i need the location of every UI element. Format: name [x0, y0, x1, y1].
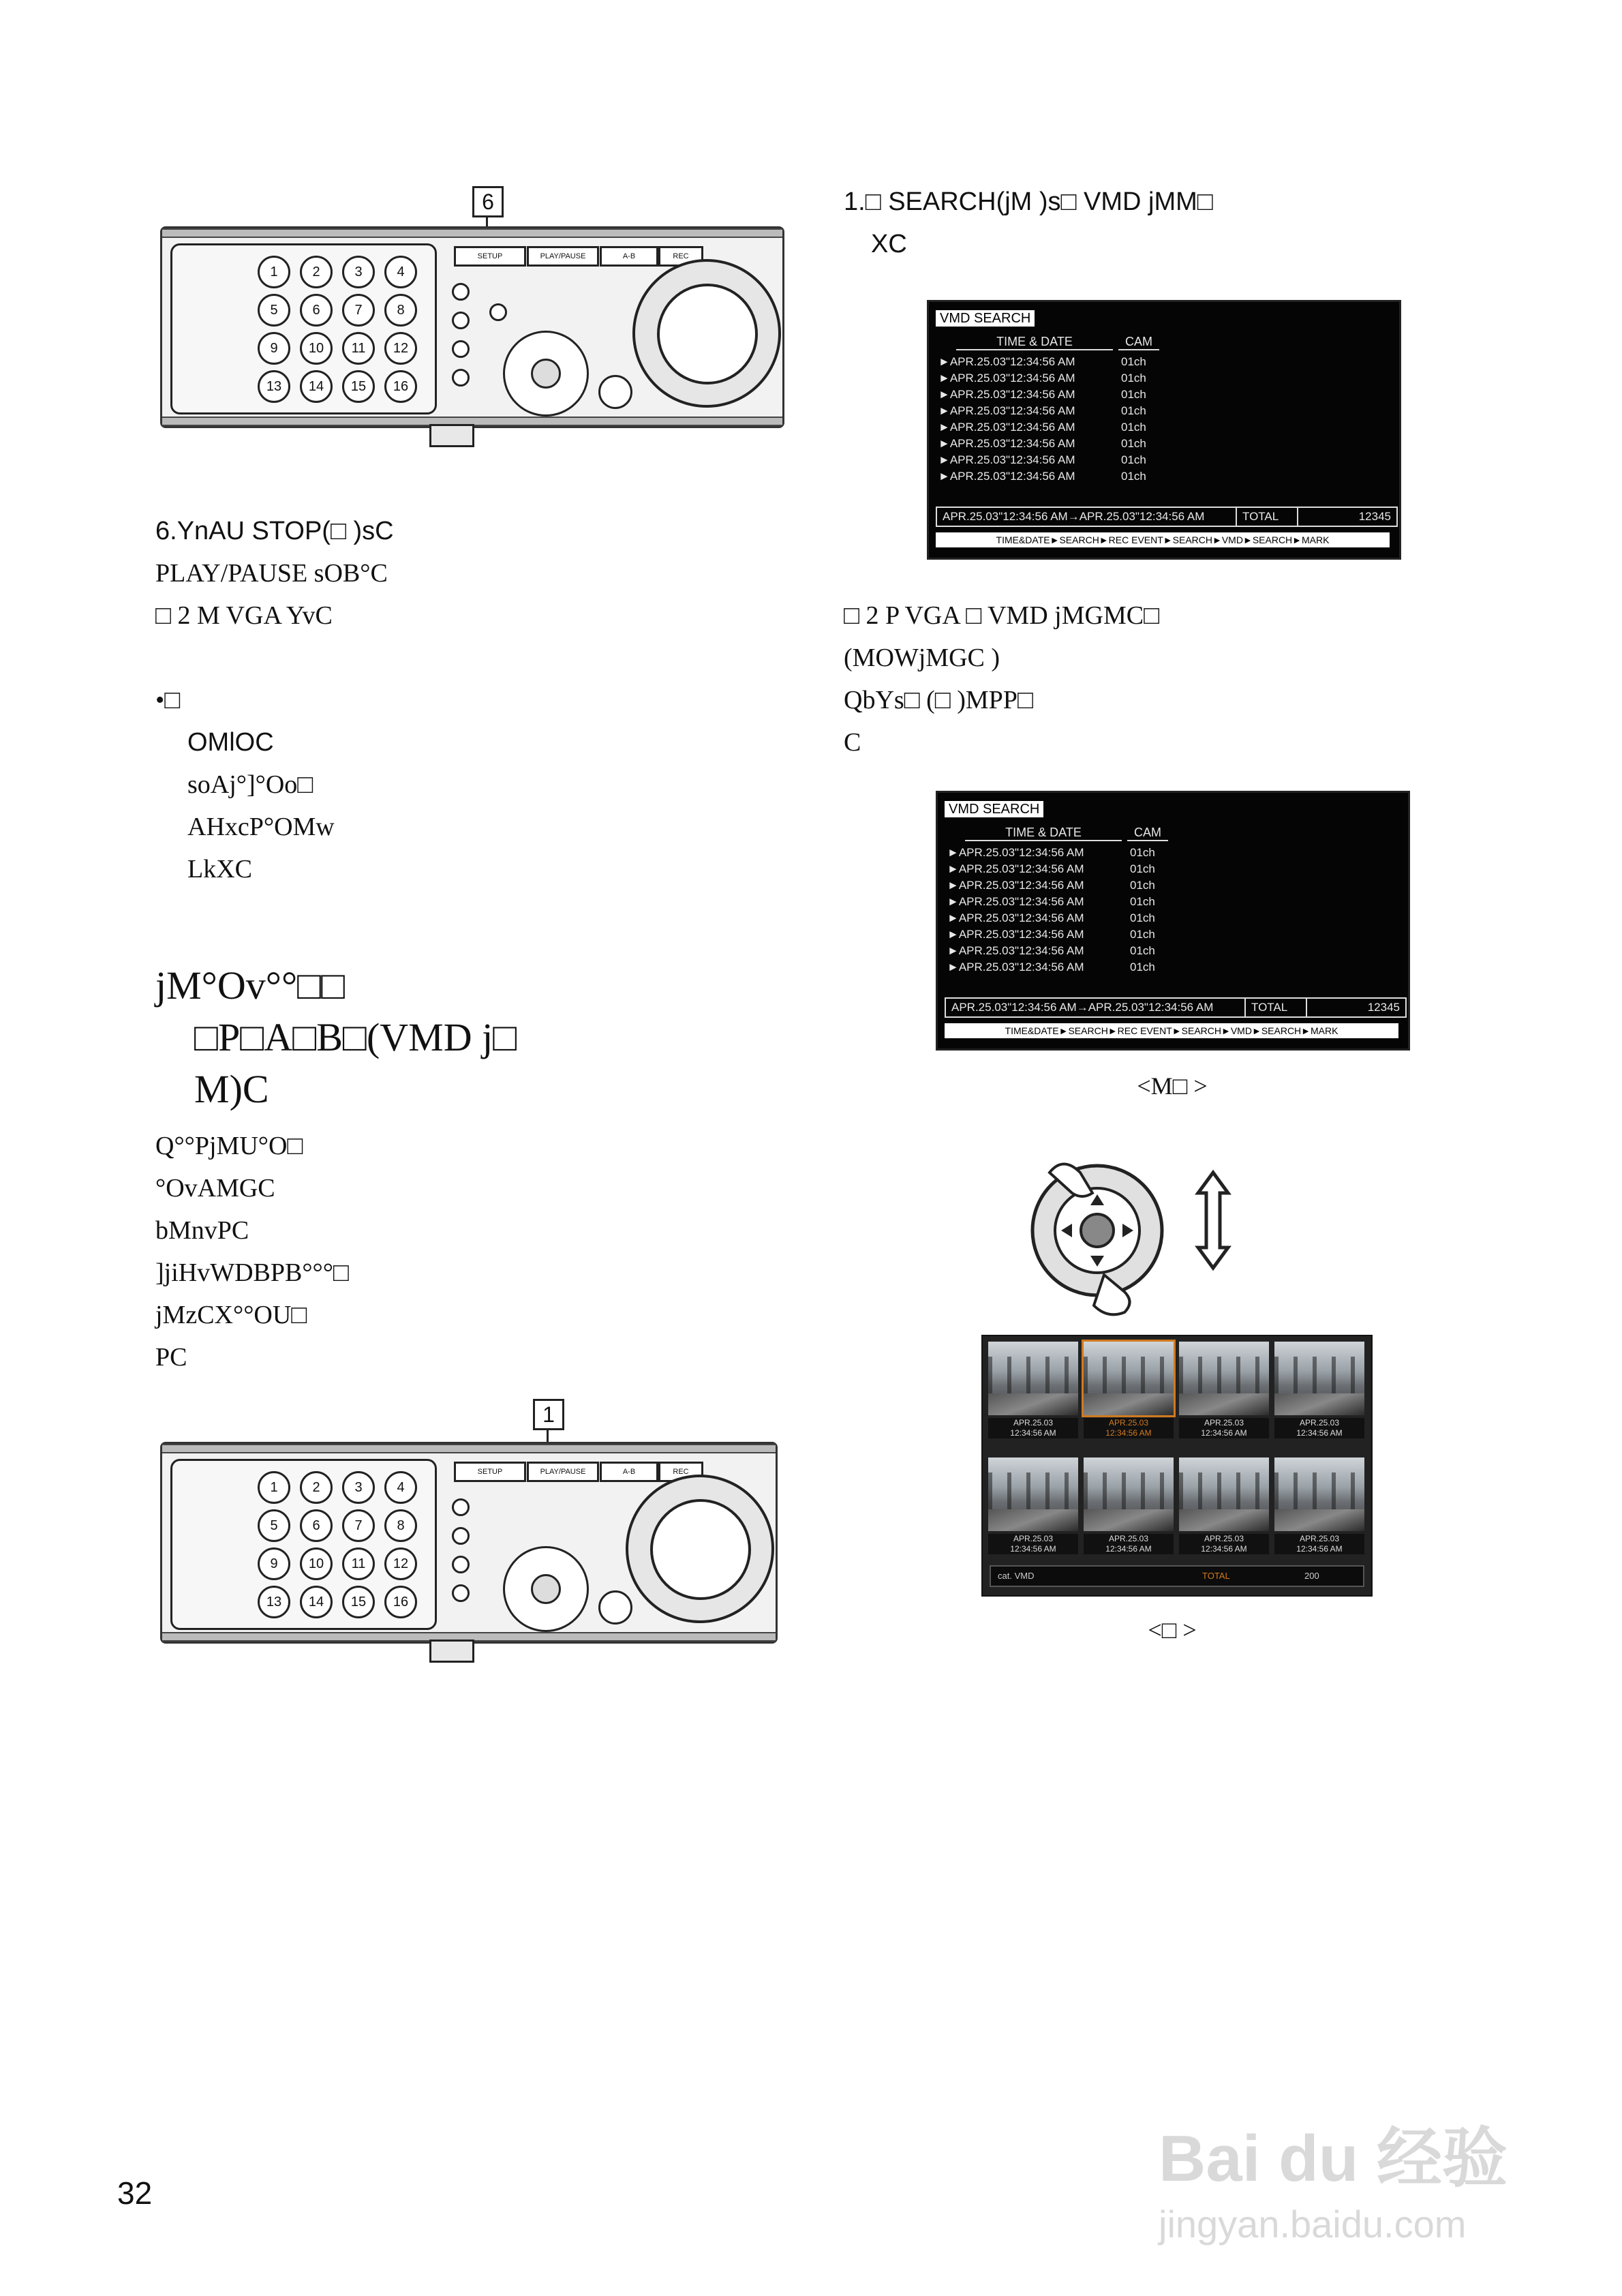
footer-category: cat. VMD — [998, 1571, 1035, 1581]
result-row-cam[interactable]: 01ch — [1130, 944, 1155, 957]
result-row-cam[interactable]: 01ch — [1121, 421, 1146, 434]
led-7 — [452, 1556, 470, 1573]
range-bar: APR.25.03"12:34:56 AM→APR.25.03"12:34:56 AM — [936, 507, 1237, 527]
note-marker: •□ — [155, 686, 181, 714]
footer-total-label: TOTAL — [1202, 1571, 1230, 1581]
caption-1: <M□ > — [1137, 1072, 1208, 1100]
step6-line3: □ 2 M VGA YvC — [155, 601, 333, 630]
bottom-key-9[interactable]: 9 — [258, 1547, 290, 1580]
vmd-search-screen-1 — [927, 300, 1401, 560]
dpad-hand-illustration — [1022, 1145, 1268, 1323]
thumbnail[interactable] — [1274, 1457, 1364, 1531]
screen-title: VMD SEARCH — [936, 310, 1035, 327]
result-row-cam[interactable]: 01ch — [1130, 928, 1155, 941]
total-value: 12345 — [1306, 997, 1407, 1018]
a-b-button-2[interactable]: A-B — [600, 1462, 658, 1482]
note-line-4: LkXC — [187, 855, 252, 883]
direction-pad[interactable] — [503, 331, 589, 417]
result-row-time[interactable]: ►APR.25.03"12:34:56 AM — [938, 437, 1075, 450]
top-key-6[interactable]: 6 — [300, 294, 333, 327]
watermark-brand: Bai du 经验 — [1159, 2122, 1508, 2195]
thumbnail-footer — [990, 1565, 1364, 1587]
section-heading-line1: jM°Ov°°□□ — [155, 963, 346, 1008]
total-value: 12345 — [1297, 507, 1398, 527]
bottom-key-3[interactable]: 3 — [342, 1471, 375, 1504]
result-row-time[interactable]: ►APR.25.03"12:34:56 AM — [938, 421, 1075, 434]
top-key-8[interactable]: 8 — [384, 294, 417, 327]
thumbnail[interactable] — [1179, 1342, 1269, 1415]
bottom-key-5[interactable]: 5 — [258, 1509, 290, 1542]
thumbnail[interactable] — [1274, 1342, 1364, 1415]
top-key-10[interactable]: 10 — [300, 332, 333, 365]
callout-1: 1 — [533, 1399, 564, 1430]
thumbnail-label: APR.25.03 12:34:56 AM — [1084, 1534, 1174, 1554]
led-2 — [452, 312, 470, 329]
top-key-14[interactable]: 14 — [300, 370, 333, 403]
caption-2: <□ > — [1148, 1616, 1197, 1644]
led-1 — [452, 283, 470, 301]
set-button[interactable] — [598, 375, 632, 409]
vmd-search-screen-2 — [936, 791, 1410, 1051]
setup-button-2[interactable]: SETUP — [454, 1462, 526, 1482]
body-line-4: ]jiHvWDBPB°°°□ — [155, 1258, 349, 1287]
led-5 — [452, 1498, 470, 1516]
bottom-key-8[interactable]: 8 — [384, 1509, 417, 1542]
direction-pad-2[interactable] — [503, 1546, 589, 1632]
top-key-3[interactable]: 3 — [342, 256, 375, 288]
jog-dial-2[interactable] — [650, 1499, 751, 1600]
result-row-cam[interactable]: 01ch — [1130, 879, 1155, 892]
led-8 — [452, 1584, 470, 1602]
jog-shuttle-2[interactable] — [626, 1475, 774, 1623]
result-row-time[interactable]: ►APR.25.03"12:34:56 AM — [947, 895, 1084, 908]
result-row-time[interactable]: ►APR.25.03"12:34:56 AM — [947, 928, 1084, 941]
bottom-key-7[interactable]: 7 — [342, 1509, 375, 1542]
result-row-cam[interactable]: 01ch — [1121, 437, 1146, 450]
note-line-2: soAj°]°Oo□ — [187, 770, 313, 799]
top-key-15[interactable]: 15 — [342, 370, 375, 403]
bottom-key-16[interactable]: 16 — [384, 1586, 417, 1618]
setup-button[interactable]: SETUP — [454, 246, 526, 267]
top-key-11[interactable]: 11 — [342, 332, 375, 365]
result-row-time[interactable]: ►APR.25.03"12:34:56 AM — [938, 470, 1075, 483]
body-line-6: PC — [155, 1343, 187, 1372]
result-row-cam[interactable]: 01ch — [1130, 895, 1155, 908]
search-nav-bar[interactable]: TIME&DATE►SEARCH►REC EVENT►SEARCH►VMD►SEARCH►MARK — [945, 1023, 1398, 1038]
screen-title: VMD SEARCH — [945, 801, 1043, 817]
panel-tab-2 — [429, 1640, 474, 1663]
top-key-4[interactable]: 4 — [384, 256, 417, 288]
result-row-time[interactable]: ►APR.25.03"12:34:56 AM — [947, 961, 1084, 973]
total-label: TOTAL — [1236, 507, 1298, 527]
search-nav-bar[interactable]: TIME&DATE►SEARCH►REC EVENT►SEARCH►VMD►SEARCH►MARK — [936, 532, 1390, 547]
result-row-time[interactable]: ►APR.25.03"12:34:56 AM — [938, 453, 1075, 466]
result-row-cam[interactable]: 01ch — [1130, 862, 1155, 875]
thumbnail-label: APR.25.03 12:34:56 AM — [1084, 1418, 1174, 1438]
a-b-button[interactable]: A-B — [600, 246, 658, 267]
col-cam-header: CAM — [1118, 335, 1159, 350]
col-time-header: TIME & DATE — [956, 335, 1113, 350]
bottom-key-2[interactable]: 2 — [300, 1471, 333, 1504]
play-pause-button[interactable]: PLAY/PAUSE — [527, 246, 599, 267]
top-key-5[interactable]: 5 — [258, 294, 290, 327]
result-row-time[interactable]: ►APR.25.03"12:34:56 AM — [947, 944, 1084, 957]
bottom-key-4[interactable]: 4 — [384, 1471, 417, 1504]
thumbnail-label: APR.25.03 12:34:56 AM — [1274, 1534, 1364, 1554]
bottom-key-10[interactable]: 10 — [300, 1547, 333, 1580]
top-key-2[interactable]: 2 — [300, 256, 333, 288]
body-line-3: bMnvPC — [155, 1216, 249, 1245]
dpad-center[interactable] — [531, 359, 561, 389]
bottom-key-14[interactable]: 14 — [300, 1586, 333, 1618]
top-key-7[interactable]: 7 — [342, 294, 375, 327]
section-heading-line2: □P□A□B□(VMD j□ — [194, 1015, 517, 1059]
thumbnail[interactable] — [1084, 1342, 1174, 1415]
result-row-cam[interactable]: 01ch — [1130, 846, 1155, 859]
thumbnail[interactable] — [988, 1457, 1078, 1531]
note-line-1: OMlOC — [187, 728, 274, 757]
dpad-center-2[interactable] — [531, 1574, 561, 1604]
footer-total-value: 200 — [1304, 1571, 1319, 1581]
up-down-arrow-icon — [1198, 1173, 1228, 1268]
total-label: TOTAL — [1244, 997, 1307, 1018]
note-line-3: AHxcP°OMw — [187, 813, 335, 841]
top-key-9[interactable]: 9 — [258, 332, 290, 365]
result-row-cam[interactable]: 01ch — [1130, 961, 1155, 973]
result-row-time[interactable]: ►APR.25.03"12:34:56 AM — [947, 911, 1084, 924]
rec-button-2[interactable]: REC — [658, 1462, 703, 1482]
step6-line2: PLAY/PAUSE sOB°C — [155, 559, 388, 588]
thumbnail[interactable] — [1084, 1457, 1174, 1531]
thumbnail-label: APR.25.03 12:34:56 AM — [988, 1534, 1078, 1554]
col-cam-header: CAM — [1127, 826, 1168, 841]
thumbnail-label: APR.25.03 12:34:56 AM — [988, 1418, 1078, 1438]
led-4 — [452, 369, 470, 387]
search-led[interactable] — [489, 303, 507, 321]
body-line-1: Q°°PjMU°O□ — [155, 1132, 303, 1160]
dvr-panel — [160, 226, 784, 428]
jog-dial[interactable] — [657, 284, 758, 384]
result-row-cam[interactable]: 01ch — [1121, 404, 1146, 417]
result-row-cam[interactable]: 01ch — [1121, 355, 1146, 368]
para-line-2: (MOWjMGC ) — [844, 644, 1000, 672]
result-row-time[interactable]: ►APR.25.03"12:34:56 AM — [938, 388, 1075, 401]
result-row-time[interactable]: ►APR.25.03"12:34:56 AM — [938, 355, 1075, 368]
bottom-key-15[interactable]: 15 — [342, 1586, 375, 1618]
step6-line1: 6.YnAU STOP(□ )sC — [155, 517, 394, 545]
dpad-center-icon — [1081, 1214, 1114, 1247]
bottom-key-11[interactable]: 11 — [342, 1547, 375, 1580]
result-row-cam[interactable]: 01ch — [1121, 470, 1146, 483]
result-row-cam[interactable]: 01ch — [1121, 388, 1146, 401]
result-row-cam[interactable]: 01ch — [1130, 911, 1155, 924]
thumbnail[interactable] — [1179, 1457, 1269, 1531]
panel-tab — [429, 424, 474, 447]
body-line-5: jMzCX°°OU□ — [155, 1301, 307, 1329]
led-3 — [452, 340, 470, 358]
section-heading-line3: M)C — [194, 1067, 269, 1111]
para-line-3: QbYs□ (□ )MPP□ — [844, 686, 1033, 714]
play-pause-button-2[interactable]: PLAY/PAUSE — [527, 1462, 599, 1482]
result-row-time[interactable]: ►APR.25.03"12:34:56 AM — [947, 862, 1084, 875]
top-key-16[interactable]: 16 — [384, 370, 417, 403]
step1-line2: XC — [871, 230, 907, 258]
rec-button[interactable]: REC — [658, 246, 703, 267]
thumbnail-label: APR.25.03 12:34:56 AM — [1274, 1418, 1364, 1438]
top-key-12[interactable]: 12 — [384, 332, 417, 365]
bottom-key-6[interactable]: 6 — [300, 1509, 333, 1542]
para-line-1: □ 2 P VGA □ VMD jMGMC□ — [844, 601, 1160, 630]
result-row-time[interactable]: ►APR.25.03"12:34:56 AM — [947, 879, 1084, 892]
result-row-time[interactable]: ►APR.25.03"12:34:56 AM — [947, 846, 1084, 859]
callout-6: 6 — [472, 186, 504, 217]
dvr-panel-2 — [160, 1442, 778, 1644]
set-button-2[interactable] — [598, 1590, 632, 1625]
page-number: 32 — [117, 2175, 153, 2211]
bottom-key-13[interactable]: 13 — [258, 1586, 290, 1618]
led-6 — [452, 1527, 470, 1545]
thumbnail-label: APR.25.03 12:34:56 AM — [1179, 1418, 1269, 1438]
range-bar: APR.25.03"12:34:56 AM→APR.25.03"12:34:56 AM — [945, 997, 1246, 1018]
result-row-cam[interactable]: 01ch — [1121, 453, 1146, 466]
step1-line1: 1.□ SEARCH(jM )s□ VMD jMM□ — [844, 187, 1213, 216]
thumbnail[interactable] — [988, 1342, 1078, 1415]
result-row-cam[interactable]: 01ch — [1121, 372, 1146, 384]
result-row-time[interactable]: ►APR.25.03"12:34:56 AM — [938, 404, 1075, 417]
result-row-time[interactable]: ►APR.25.03"12:34:56 AM — [938, 372, 1075, 384]
bottom-key-12[interactable]: 12 — [384, 1547, 417, 1580]
thumbnail-label: APR.25.03 12:34:56 AM — [1179, 1534, 1269, 1554]
body-line-2: °OvAMGC — [155, 1174, 275, 1203]
para-line-4: C — [844, 728, 861, 757]
bottom-key-1[interactable]: 1 — [258, 1471, 290, 1504]
top-key-13[interactable]: 13 — [258, 370, 290, 403]
jog-shuttle[interactable] — [632, 259, 781, 408]
top-key-1[interactable]: 1 — [258, 256, 290, 288]
watermark-url: jingyan.baidu.com — [1159, 2203, 1467, 2246]
thumbnail-grid — [981, 1335, 1373, 1597]
col-time-header: TIME & DATE — [965, 826, 1122, 841]
